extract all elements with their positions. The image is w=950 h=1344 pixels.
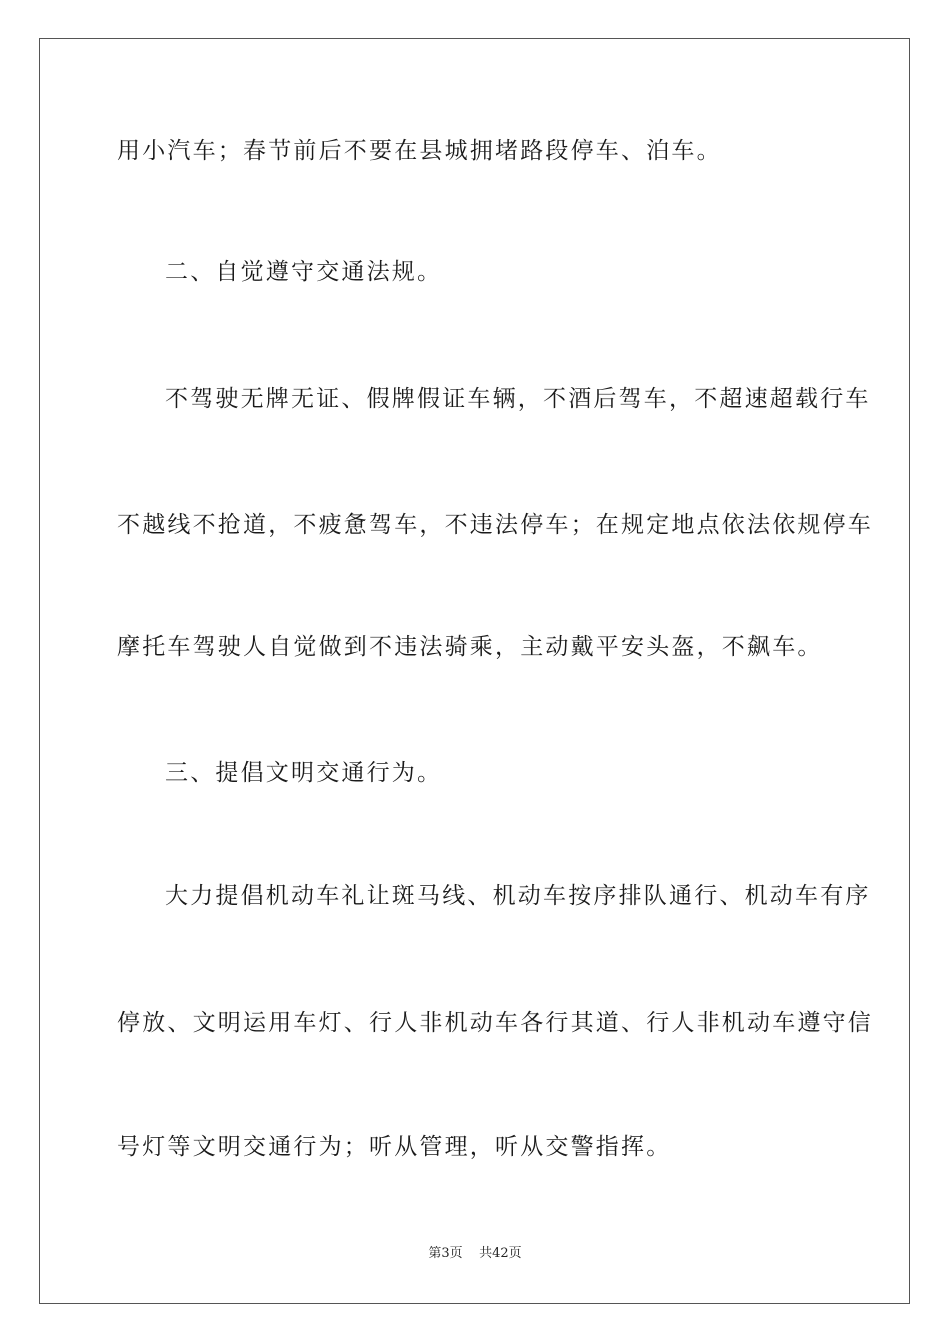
body-line-3: 不驾驶无牌无证、假牌假证车辆，不酒后驾车，不超速超载行车 (165, 386, 871, 412)
body-line-1: 用小汽车；春节前后不要在县城拥堵路段停车、泊车。 (117, 138, 722, 164)
body-line-8: 停放、文明运用车灯、行人非机动车各行其道、行人非机动车遵守信 (117, 1010, 873, 1036)
section-heading-3: 三、提倡文明交通行为。 (165, 760, 443, 786)
body-line-7: 大力提倡机动车礼让斑马线、机动车按序排队通行、机动车有序 (165, 883, 871, 909)
body-line-5: 摩托车驾驶人自觉做到不违法骑乘，主动戴平安头盔，不飙车。 (117, 634, 823, 660)
page-border (39, 38, 910, 1304)
page-number-footer: 第3页 共42页 (428, 1246, 522, 1261)
body-line-9: 号灯等文明交通行为；听从管理，听从交警指挥。 (117, 1134, 672, 1160)
section-heading-2: 二、自觉遵守交通法规。 (165, 259, 443, 285)
body-line-4: 不越线不抢道，不疲惫驾车，不违法停车；在规定地点依法依规停车 (117, 512, 873, 538)
